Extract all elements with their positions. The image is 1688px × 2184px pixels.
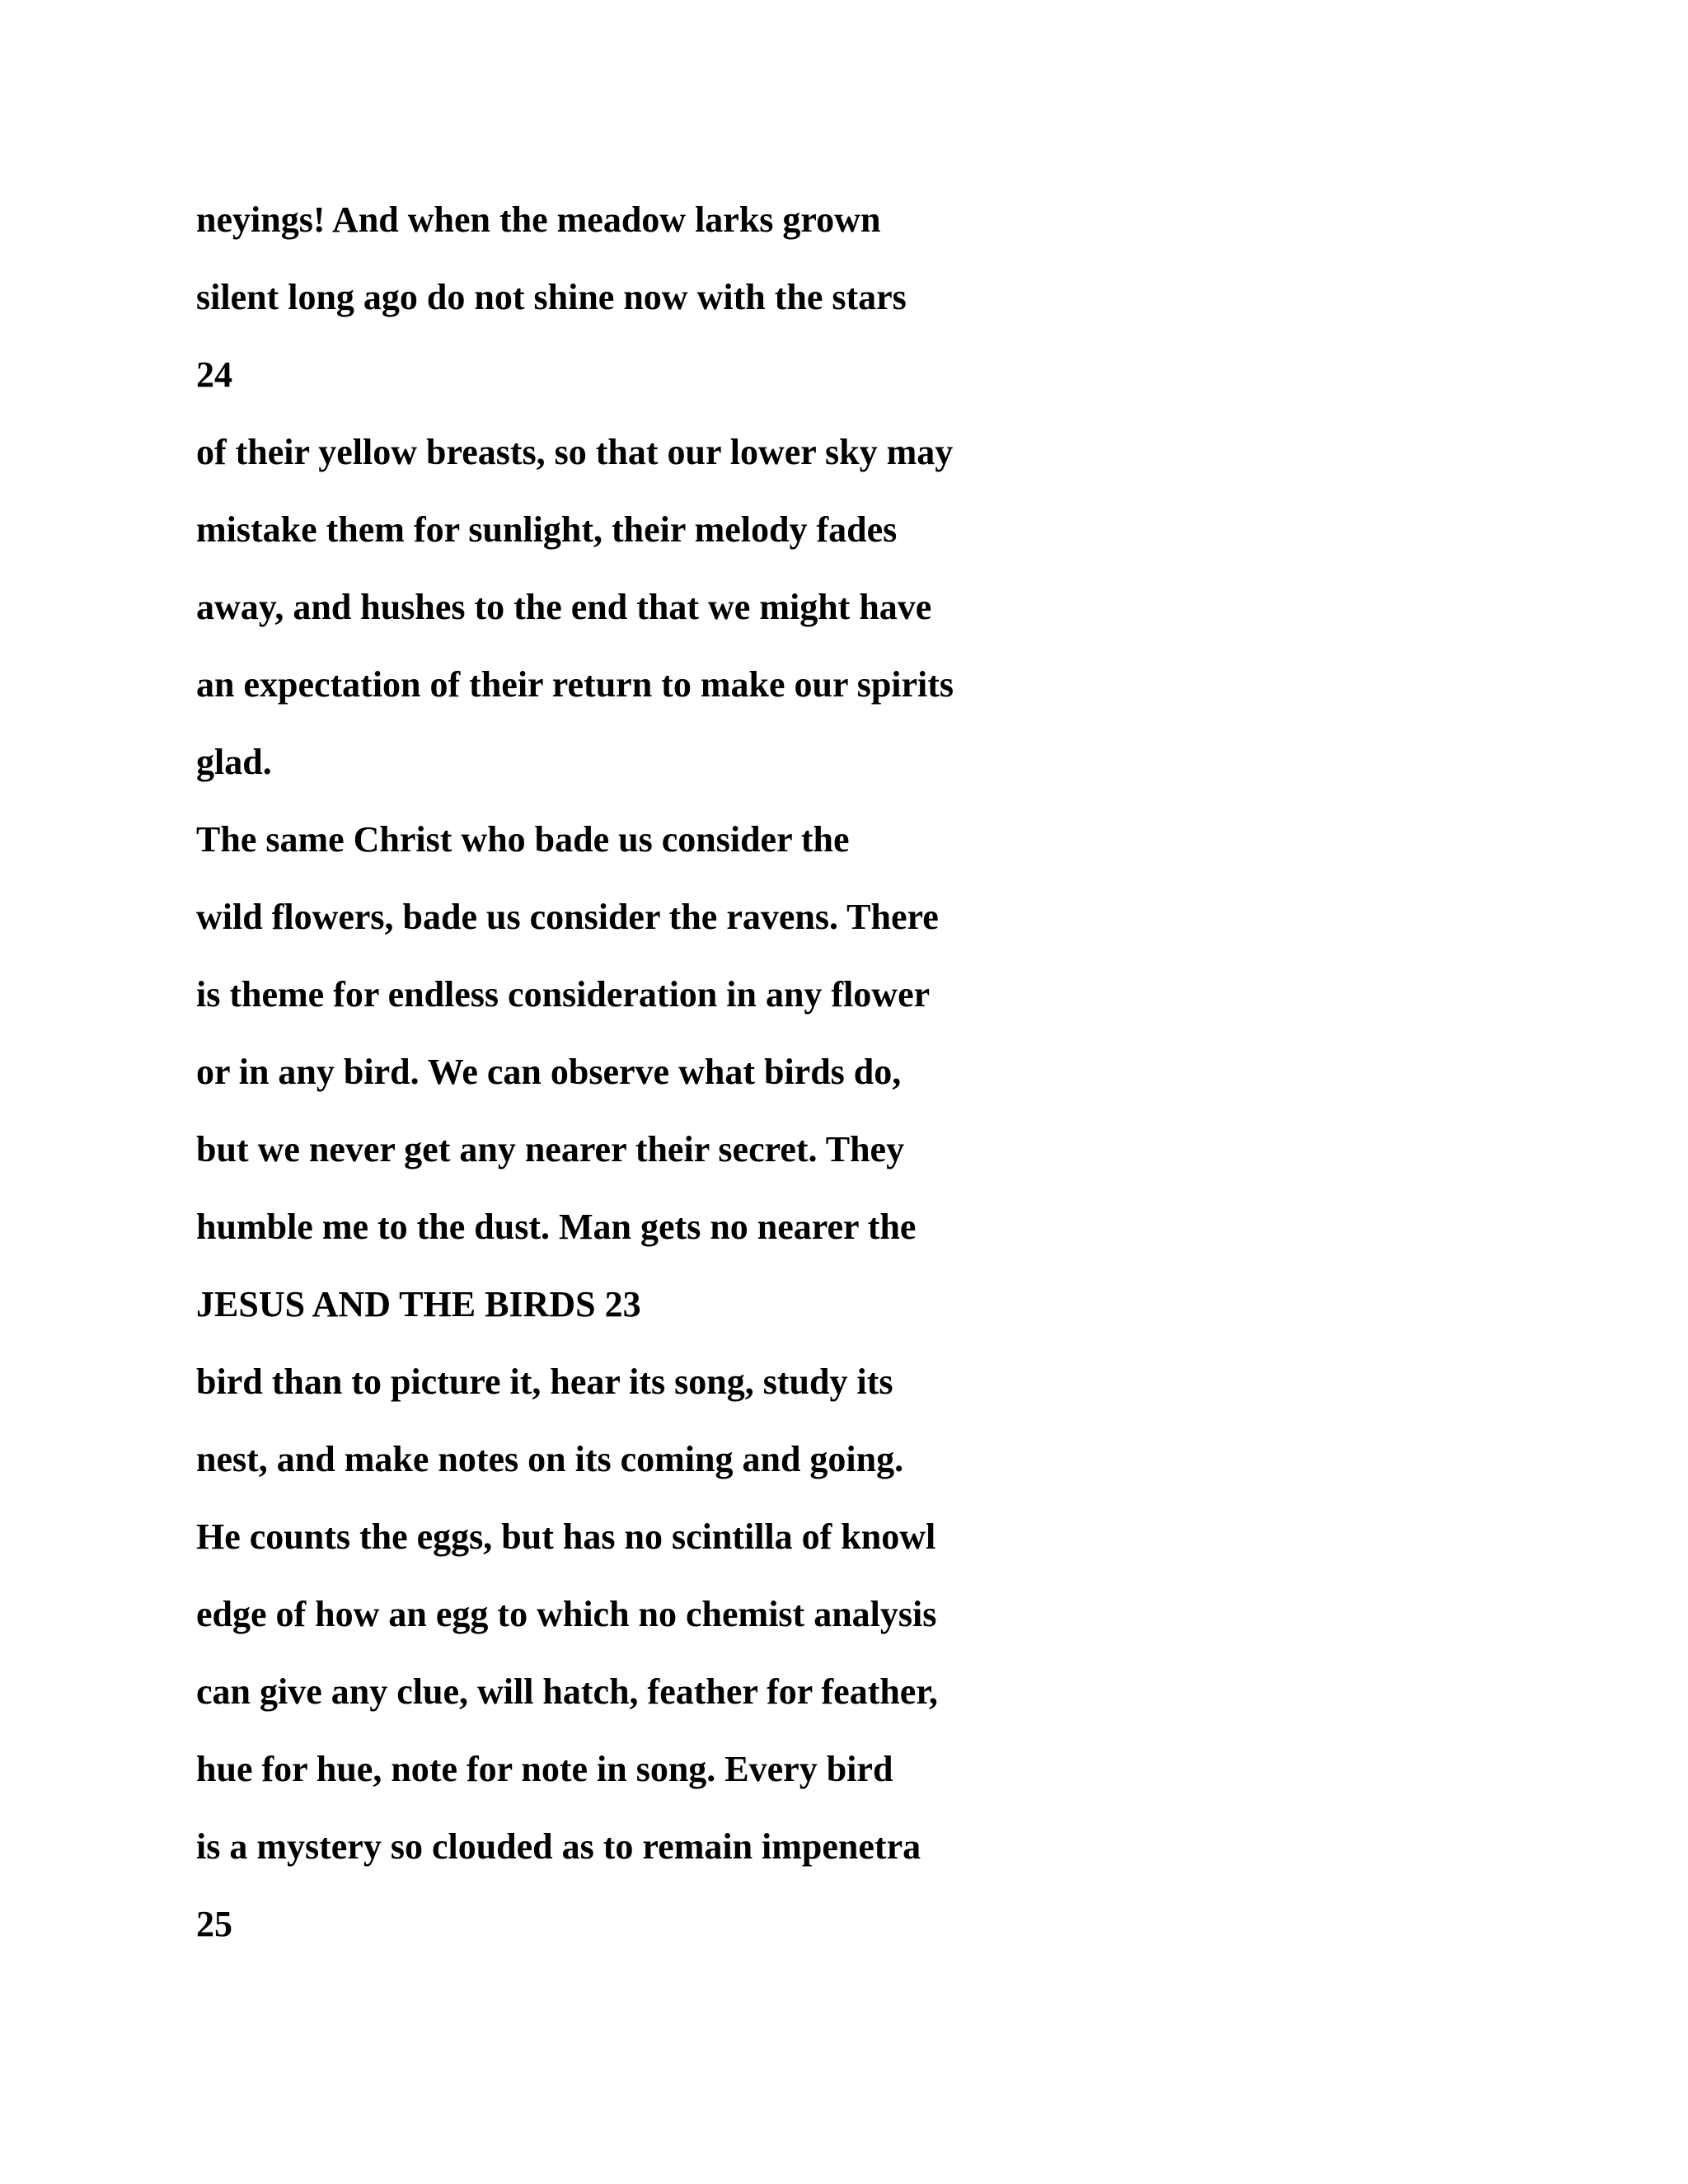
text-line: He counts the eggs, but has no scintilla of knowl [196,1516,936,1557]
text-line: or in any bird. We can observe what birds do, [196,1052,902,1092]
page-number: 24 [196,354,232,395]
text-line: The same Christ who bade us consider the [196,819,850,860]
text-line: mistake them for sunlight, their melody fades [196,509,898,550]
page-number: 25 [196,1904,232,1944]
text-line: glad. [196,742,272,782]
text-line: neyings! And when the meadow larks grown [196,199,881,240]
text-line: silent long ago do not shine now with the stars [196,277,907,317]
text-line: but we never get any nearer their secret. They [196,1129,905,1169]
text-line: is a mystery so clouded as to remain impenetra [196,1826,921,1867]
text-line: can give any clue, will hatch, feather for feather, [196,1671,938,1712]
text-line: of their yellow breasts, so that our lower sky may [196,432,954,472]
running-header: JESUS AND THE BIRDS 23 [196,1284,641,1324]
text-line: nest, and make notes on its coming and going. [196,1439,904,1479]
text-line: bird than to picture it, hear its song, study its [196,1361,893,1402]
text-line: is theme for endless consideration in any flower [196,974,931,1015]
text-line: an expectation of their return to make our spirits [196,664,954,705]
text-line: away, and hushes to the end that we might have [196,587,932,627]
body-text [196,191,1531,1973]
text-line: wild flowers, bade us consider the ravens. There [196,897,939,937]
text-line: edge of how an egg to which no chemist analysis [196,1594,937,1634]
text-line: hue for hue, note for note in song. Every bird [196,1749,893,1789]
text-line: humble me to the dust. Man gets no nearer the [196,1207,917,1247]
